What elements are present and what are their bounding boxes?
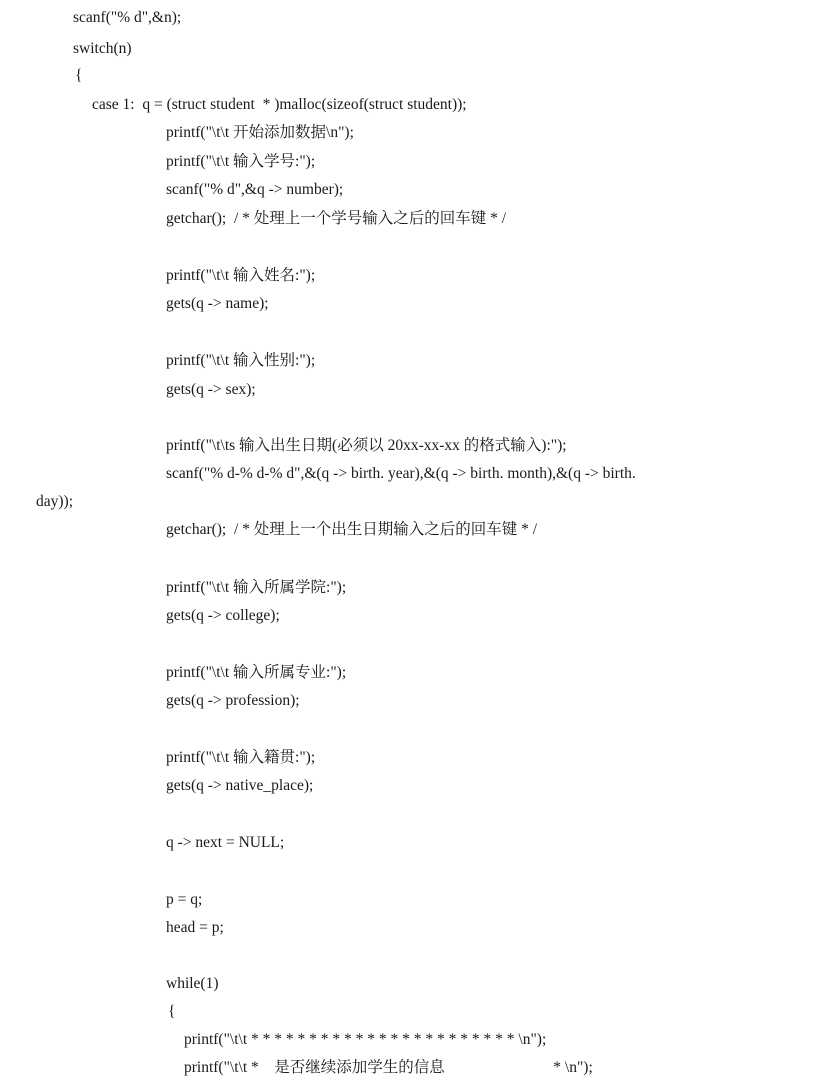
- code-line: printf("\t\t * * * * * * * * * * * * * * * * * * * * * * * \n");: [184, 1031, 547, 1048]
- code-line: head = p;: [166, 919, 224, 936]
- code-line: {: [75, 67, 83, 84]
- code-line: scanf("% d-% d-% d",&(q -> birth. year),&(q -> birth. month),&(q -> birth.: [166, 465, 636, 482]
- code-line: scanf("% d",&q -> number);: [166, 181, 344, 198]
- code-line: printf("\t\t 输入姓名:");: [166, 267, 316, 284]
- code-line: gets(q -> profession);: [166, 692, 300, 709]
- code-line: printf("\t\t 输入籍贯:");: [166, 749, 316, 766]
- code-line: scanf("% d",&n);: [73, 9, 182, 26]
- code-line: printf("\t\t 输入学号:");: [166, 153, 316, 170]
- code-line: case 1: q = (struct student * )malloc(sizeof(struct student));: [92, 96, 467, 113]
- code-line: printf("\t\t 输入性别:");: [166, 352, 316, 369]
- code-line: gets(q -> college);: [166, 607, 280, 624]
- code-line: printf("\t\t * 是否继续添加学生的信息 * \n");: [184, 1059, 593, 1076]
- code-line: q -> next = NULL;: [166, 834, 285, 851]
- code-line: printf("\t\t 开始添加数据\n");: [166, 124, 354, 141]
- code-line: printf("\t\t 输入所属学院:");: [166, 579, 347, 596]
- code-line: {: [168, 1003, 176, 1020]
- code-line: getchar(); / * 处理上一个出生日期输入之后的回车键 * /: [166, 521, 538, 538]
- code-line: printf("\t\ts 输入出生日期(必须以 20xx-xx-xx 的格式输入):");: [166, 437, 567, 454]
- code-line: while(1): [166, 975, 219, 992]
- code-line: switch(n): [73, 40, 132, 57]
- code-line: printf("\t\t 输入所属专业:");: [166, 664, 347, 681]
- code-line: day));: [36, 493, 74, 510]
- code-line: gets(q -> native_place);: [166, 777, 314, 794]
- code-line: gets(q -> name);: [166, 295, 269, 312]
- code-line: p = q;: [166, 891, 203, 908]
- code-line: gets(q -> sex);: [166, 381, 256, 398]
- code-line: getchar(); / * 处理上一个学号输入之后的回车键 * /: [166, 210, 507, 227]
